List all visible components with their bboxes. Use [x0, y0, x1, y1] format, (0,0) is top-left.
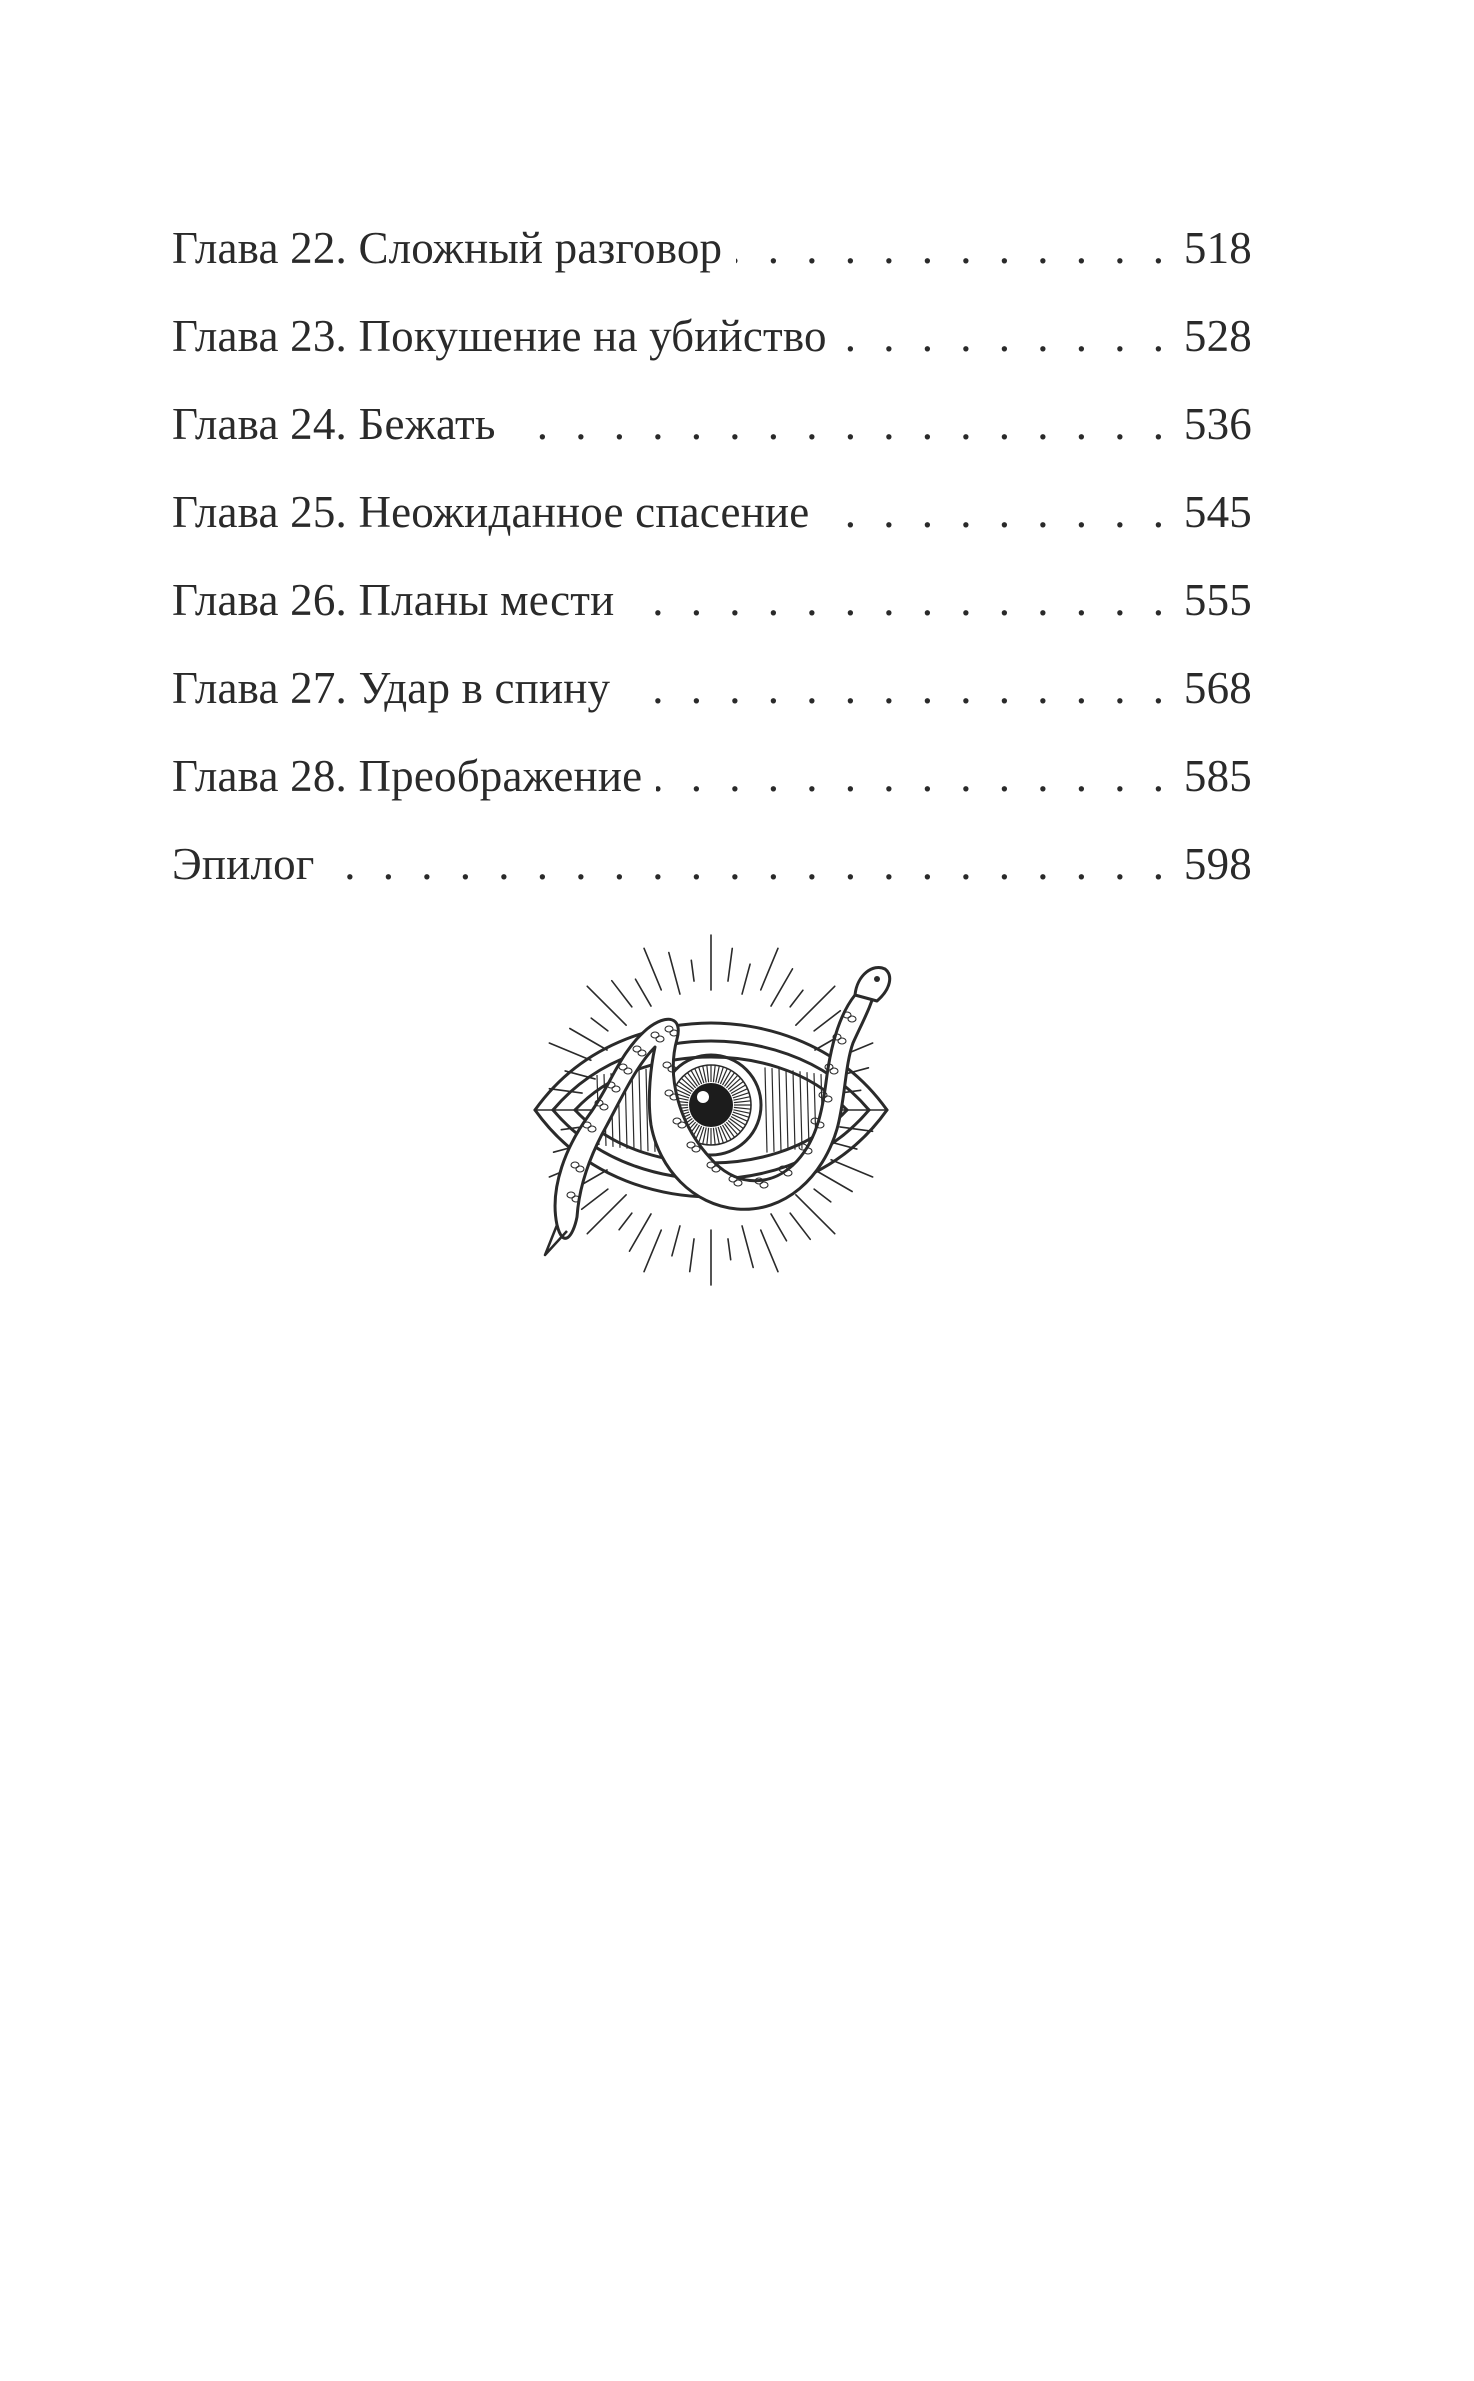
toc-entry-page-number: 598 — [1183, 839, 1252, 889]
table-of-contents — [172, 218, 1252, 922]
toc-entry-title: Эпилог — [172, 839, 315, 889]
eye-with-snake-icon — [527, 925, 895, 1295]
toc-entry-title: Глава 25. Неожиданное спасение — [172, 487, 810, 537]
dot-leader — [656, 746, 1172, 806]
toc-entry-chapter-28[interactable] — [172, 746, 1252, 834]
dot-leader — [628, 570, 1172, 630]
toc-entry-page-number: 536 — [1183, 399, 1252, 449]
toc-entry-page-number: 545 — [1183, 487, 1252, 537]
toc-entry-page-number: 555 — [1183, 575, 1252, 625]
dot-leader — [736, 218, 1172, 278]
dot-leader — [510, 394, 1172, 454]
toc-entry-title: Глава 26. Планы мести — [172, 575, 615, 625]
toc-entry-chapter-24[interactable] — [172, 394, 1252, 482]
toc-entry-page-number: 585 — [1183, 751, 1252, 801]
dot-leader — [823, 482, 1172, 542]
toc-entry-title: Глава 23. Покушение на убийство — [172, 311, 827, 361]
toc-entry-title: Глава 28. Преображение — [172, 751, 643, 801]
toc-entry-title: Глава 22. Сложный разговор — [172, 223, 723, 273]
toc-entry-chapter-27[interactable] — [172, 658, 1252, 746]
dot-leader — [841, 306, 1172, 366]
toc-entry-title: Глава 24. Бежать — [172, 399, 496, 449]
toc-entry-epilogue[interactable] — [172, 834, 1252, 922]
toc-entry-page-number: 518 — [1183, 223, 1252, 273]
toc-entry-chapter-25[interactable] — [172, 482, 1252, 570]
toc-entry-chapter-26[interactable] — [172, 570, 1252, 658]
toc-entry-page-number: 568 — [1183, 663, 1252, 713]
toc-entry-chapter-23[interactable] — [172, 306, 1252, 394]
toc-entry-chapter-22[interactable] — [172, 218, 1252, 306]
toc-entry-page-number: 528 — [1183, 311, 1252, 361]
dot-leader — [328, 834, 1172, 894]
toc-entry-title: Глава 27. Удар в спину — [172, 663, 611, 713]
dot-leader — [624, 658, 1172, 718]
